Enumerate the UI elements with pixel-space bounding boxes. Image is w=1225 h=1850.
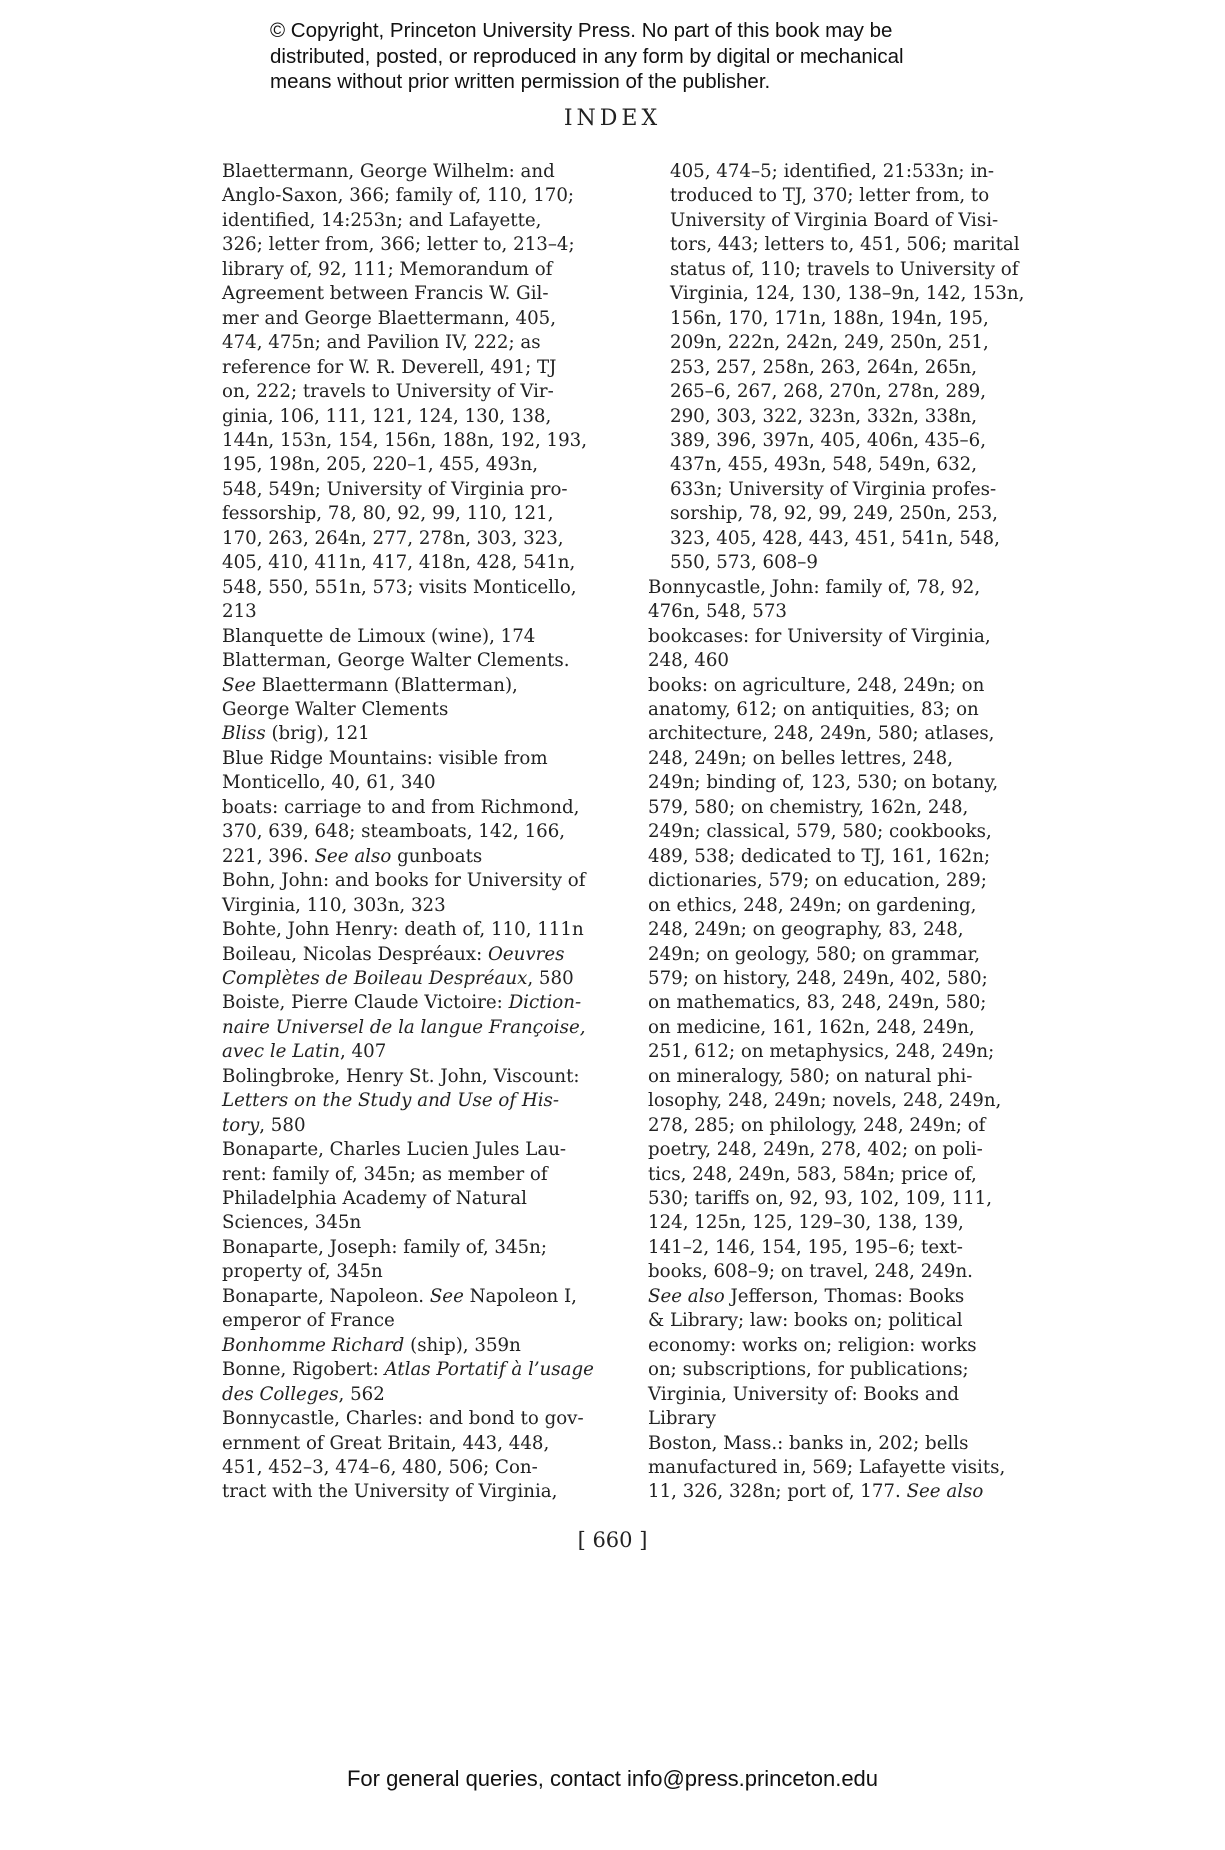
- index-entry-line: on medicine, 161, 162n, 248, 249n,: [648, 1016, 975, 1038]
- index-entry-line: 248, 249n; on geography, 83, 248,: [648, 919, 964, 941]
- index-entry: [222, 1138, 642, 1236]
- index-entry: [222, 1358, 642, 1407]
- index-entry: [222, 625, 642, 649]
- index-entry-line: 290, 303, 322, 323n, 332n, 338n,: [670, 405, 978, 427]
- index-entry-line: rent: family of, 345n; as member of: [222, 1163, 548, 1185]
- copyright-line: means without prior written permission of the publisher.: [270, 70, 771, 93]
- index-entry-line: Boston, Mass.: banks in, 202; bells: [648, 1432, 969, 1454]
- index-entry-line: ginia, 106, 111, 121, 124, 130, 138,: [222, 405, 552, 427]
- index-entry-line: 249n; on geology, 580; on grammar,: [648, 943, 981, 965]
- index-entry-line: Boileau, Nicolas Despréaux: Oeuvres: [222, 943, 565, 965]
- copyright-line: © Copyright, Princeton University Press. No part of this book may be: [270, 19, 893, 42]
- index-entry-line: economy: works on; religion: works: [648, 1334, 977, 1356]
- index-entry: [222, 160, 642, 625]
- index-entry-line: 248, 249n; on belles lettres, 248,: [648, 747, 954, 769]
- index-entry-line: See Blaettermann (Blatterman),: [222, 674, 518, 696]
- index-entry-line: Bonhomme Richard (ship), 359n: [222, 1334, 521, 1356]
- index-entry-line: on mathematics, 83, 248, 249n, 580;: [648, 992, 987, 1014]
- index-entry-line: property of, 345n: [222, 1261, 383, 1283]
- index-entry: [222, 1407, 642, 1505]
- index-entry-line: 476n, 548, 573: [648, 601, 787, 623]
- page-number: [ 660 ]: [577, 1528, 648, 1552]
- index-entry-line: reference for W. R. Deverell, 491; TJ: [222, 356, 557, 378]
- index-entry-line: 221, 396. See also gunboats: [222, 845, 483, 867]
- index-entry-line: emperor of France: [222, 1310, 395, 1332]
- index-entry-line: 437n, 455, 493n, 548, 549n, 632,: [670, 454, 978, 476]
- index-entry-line: 548, 549n; University of Virginia pro-: [222, 478, 568, 500]
- index-entry: [222, 1334, 642, 1358]
- index-entry-line: 170, 263, 264n, 277, 278n, 303, 323,: [222, 527, 564, 549]
- index-entry-line: sorship, 78, 92, 99, 249, 250n, 253,: [670, 503, 998, 525]
- index-entry-line: 579; on history, 248, 249n, 402, 580;: [648, 967, 988, 989]
- index-entry-line: boats: carriage to and from Richmond,: [222, 796, 580, 818]
- index-column-left: [222, 160, 642, 1505]
- index-entry-line: George Walter Clements: [222, 698, 449, 720]
- index-entry-line: Complètes de Boileau Despréaux, 580: [222, 967, 574, 989]
- index-entry-line: Bonaparte, Joseph: family of, 345n;: [222, 1236, 547, 1258]
- index-entry-line: ernment of Great Britain, 443, 448,: [222, 1432, 550, 1454]
- index-entry-line: 633n; University of Virginia profes-: [670, 478, 997, 500]
- index-entry-line: identified, 14:253n; and Lafayette,: [222, 209, 542, 231]
- index-entry-line: Bonne, Rigobert: Atlas Portatif à l’usage: [222, 1359, 594, 1381]
- index-entry-line: Letters on the Study and Use of His-: [222, 1090, 560, 1112]
- index-entry-line: Bonaparte, Napoleon. See Napoleon I,: [222, 1285, 577, 1307]
- index-entry-line: naire Universel de la langue Françoise,: [222, 1016, 586, 1038]
- index-entry-line: 156n, 170, 171n, 188n, 194n, 195,: [670, 307, 989, 329]
- index-entry-line: 530; tariffs on, 92, 93, 102, 109, 111,: [648, 1188, 993, 1210]
- index-entry-line: Blanquette de Limoux (wine), 174: [222, 625, 536, 647]
- index-entry-line: avec le Latin, 407: [222, 1041, 387, 1063]
- index-entry-line: on, 222; travels to University of Vir-: [222, 381, 554, 403]
- index-column-right: [648, 160, 1068, 1505]
- index-entry-line: 253, 257, 258n, 263, 264n, 265n,: [670, 356, 978, 378]
- index-entry-line: 124, 125n, 125, 129–30, 138, 139,: [648, 1212, 964, 1234]
- index-entry-line: anatomy, 612; on antiquities, 83; on: [648, 698, 979, 720]
- index-entry-line: 141–2, 146, 154, 195, 195–6; text-: [648, 1236, 963, 1258]
- index-entry: [222, 991, 642, 1064]
- index-entry-line: on mineralogy, 580; on natural phi-: [648, 1065, 973, 1087]
- copyright-notice: [270, 18, 990, 95]
- index-entry-line: Agreement between Francis W. Gil-: [222, 283, 549, 305]
- index-entry-line: 405, 474–5; identified, 21:533n; in-: [670, 161, 995, 182]
- index-entry: [222, 943, 642, 992]
- index-entry-line: tics, 248, 249n, 583, 584n; price of,: [648, 1163, 977, 1185]
- index-entry-line: Virginia, 110, 303n, 323: [222, 894, 446, 916]
- index-entry-line: 195, 198n, 205, 220–1, 455, 493n,: [222, 454, 538, 476]
- index-entry-line: 144n, 153n, 154, 156n, 188n, 192, 193,: [222, 429, 588, 451]
- index-entry-line: Bonnycastle, John: family of, 78, 92,: [648, 576, 981, 598]
- index-entry: [222, 747, 642, 796]
- index-entry-line: tors, 443; letters to, 451, 506; marital: [670, 234, 1020, 256]
- index-entry-line: 370, 639, 648; steamboats, 142, 166,: [222, 821, 566, 843]
- index-entry-line: Bohn, John: and books for University of: [222, 870, 586, 892]
- index-entry-line: troduced to TJ, 370; letter from, to: [670, 185, 990, 207]
- index-entry: [648, 625, 1068, 674]
- index-entry: [648, 1432, 1068, 1505]
- index-entry-line: Philadelphia Academy of Natural: [222, 1188, 527, 1210]
- index-entry-line: 209n, 222n, 242n, 249, 250n, 251,: [670, 332, 989, 354]
- index-entry-line: manufactured in, 569; Lafayette visits,: [648, 1457, 1006, 1479]
- index-entry-line: Library: [648, 1408, 717, 1430]
- index-entry: [222, 796, 642, 869]
- index-entry-line: 405, 410, 411n, 417, 418n, 428, 541n,: [222, 552, 576, 574]
- index-entry-line: 323, 405, 428, 443, 451, 541n, 548,: [670, 527, 1000, 549]
- index-entry: [648, 160, 1068, 576]
- index-entry-line: Bolingbroke, Henry St. John, Viscount:: [222, 1065, 580, 1087]
- index-entry-line: See also Jefferson, Thomas: Books: [648, 1285, 965, 1307]
- index-entry: [648, 576, 1068, 625]
- index-entry-line: 11, 326, 328n; port of, 177. See also: [648, 1481, 984, 1503]
- index-entry-line: Bliss (brig), 121: [222, 723, 370, 745]
- index-entry-line: library of, 92, 111; Memorandum of: [222, 258, 553, 280]
- index-entry-line: books, 608–9; on travel, 248, 249n.: [648, 1261, 973, 1283]
- index-entry-line: tory, 580: [222, 1114, 306, 1136]
- index-entry-line: Virginia, University of: Books and: [648, 1383, 960, 1405]
- index-entry: [222, 1236, 642, 1285]
- index-entry-line: 251, 612; on metaphysics, 248, 249n;: [648, 1041, 995, 1063]
- index-entry-line: Blatterman, George Walter Clements.: [222, 650, 570, 672]
- index-entry-line: 248, 460: [648, 650, 729, 672]
- index-entry-line: & Library; law: books on; political: [648, 1310, 963, 1332]
- footer-contact: For general queries, contact info@press.princeton.edu: [346, 1766, 879, 1791]
- index-entry-line: 579, 580; on chemistry, 162n, 248,: [648, 796, 969, 818]
- index-entry-line: 548, 550, 551n, 573; visits Monticello,: [222, 576, 577, 598]
- index-entry-line: 489, 538; dedicated to TJ, 161, 162n;: [648, 845, 991, 867]
- index-entry-line: bookcases: for University of Virginia,: [648, 625, 991, 647]
- page-title: INDEX: [563, 106, 662, 131]
- index-entry-line: poetry, 248, 249n, 278, 402; on poli-: [648, 1139, 983, 1161]
- index-entry-line: Bonaparte, Charles Lucien Jules Lau-: [222, 1139, 567, 1161]
- index-entry-line: 278, 285; on philology, 248, 249n; of: [648, 1114, 986, 1136]
- index-entry: [222, 918, 642, 942]
- index-entry-line: 474, 475n; and Pavilion IV, 222; as: [222, 332, 541, 354]
- index-entry-line: des Colleges, 562: [222, 1383, 385, 1405]
- index-entry: [222, 722, 642, 746]
- index-entry: [648, 674, 1068, 1432]
- index-entry-line: Bonnycastle, Charles: and bond to gov-: [222, 1408, 584, 1430]
- index-entry-line: on; subscriptions, for publications;: [648, 1359, 969, 1381]
- index-entry: [222, 869, 642, 918]
- index-entry-line: 389, 396, 397n, 405, 406n, 435–6,: [670, 429, 986, 451]
- index-entry-line: Monticello, 40, 61, 340: [222, 772, 436, 794]
- index-entry-line: 326; letter from, 366; letter to, 213–4;: [222, 234, 575, 256]
- index-entry-line: Sciences, 345n: [222, 1212, 362, 1234]
- index-entry-line: dictionaries, 579; on education, 289;: [648, 870, 987, 892]
- index-entry-line: architecture, 248, 249n, 580; atlases,: [648, 723, 995, 745]
- copyright-line: distributed, posted, or reproduced in any form by digital or mechanical: [270, 44, 904, 68]
- index-entry-line: on ethics, 248, 249n; on gardening,: [648, 894, 977, 916]
- index-entry: [222, 649, 642, 722]
- index-entry-line: losophy, 248, 249n; novels, 248, 249n,: [648, 1090, 1002, 1112]
- index-entry-line: status of, 110; travels to University of: [670, 258, 1019, 280]
- index-entry-line: tract with the University of Virginia,: [222, 1481, 558, 1503]
- index-entry: [222, 1065, 642, 1138]
- index-entry-line: fessorship, 78, 80, 92, 99, 110, 121,: [222, 503, 554, 525]
- index-entry-line: 213: [222, 601, 257, 623]
- index-entry-line: University of Virginia Board of Visi-: [670, 209, 999, 231]
- index-entry-line: Virginia, 124, 130, 138–9n, 142, 153n,: [670, 283, 1025, 305]
- index-entry-line: 249n; binding of, 123, 530; on botany,: [648, 772, 999, 794]
- index-entry-line: Blue Ridge Mountains: visible from: [222, 747, 548, 769]
- index-entry-line: 451, 452–3, 474–6, 480, 506; Con-: [222, 1457, 538, 1479]
- index-entry-line: mer and George Blaettermann, 405,: [222, 307, 557, 329]
- index-entry-line: 265–6, 267, 268, 270n, 278n, 289,: [670, 381, 986, 403]
- index-entry: [222, 1285, 642, 1334]
- index-entry-line: 550, 573, 608–9: [670, 552, 818, 574]
- index-entry-line: Boiste, Pierre Claude Victoire: Diction-: [222, 992, 582, 1014]
- index-entry-line: 249n; classical, 579, 580; cookbooks,: [648, 821, 992, 843]
- index-entry-line: books: on agriculture, 248, 249n; on: [648, 674, 985, 696]
- index-entry-line: Blaettermann, George Wilhelm: and: [222, 161, 555, 182]
- index-entry-line: Anglo-Saxon, 366; family of, 110, 170;: [222, 185, 575, 207]
- index-entry-line: Bohte, John Henry: death of, 110, 111n: [222, 919, 584, 941]
